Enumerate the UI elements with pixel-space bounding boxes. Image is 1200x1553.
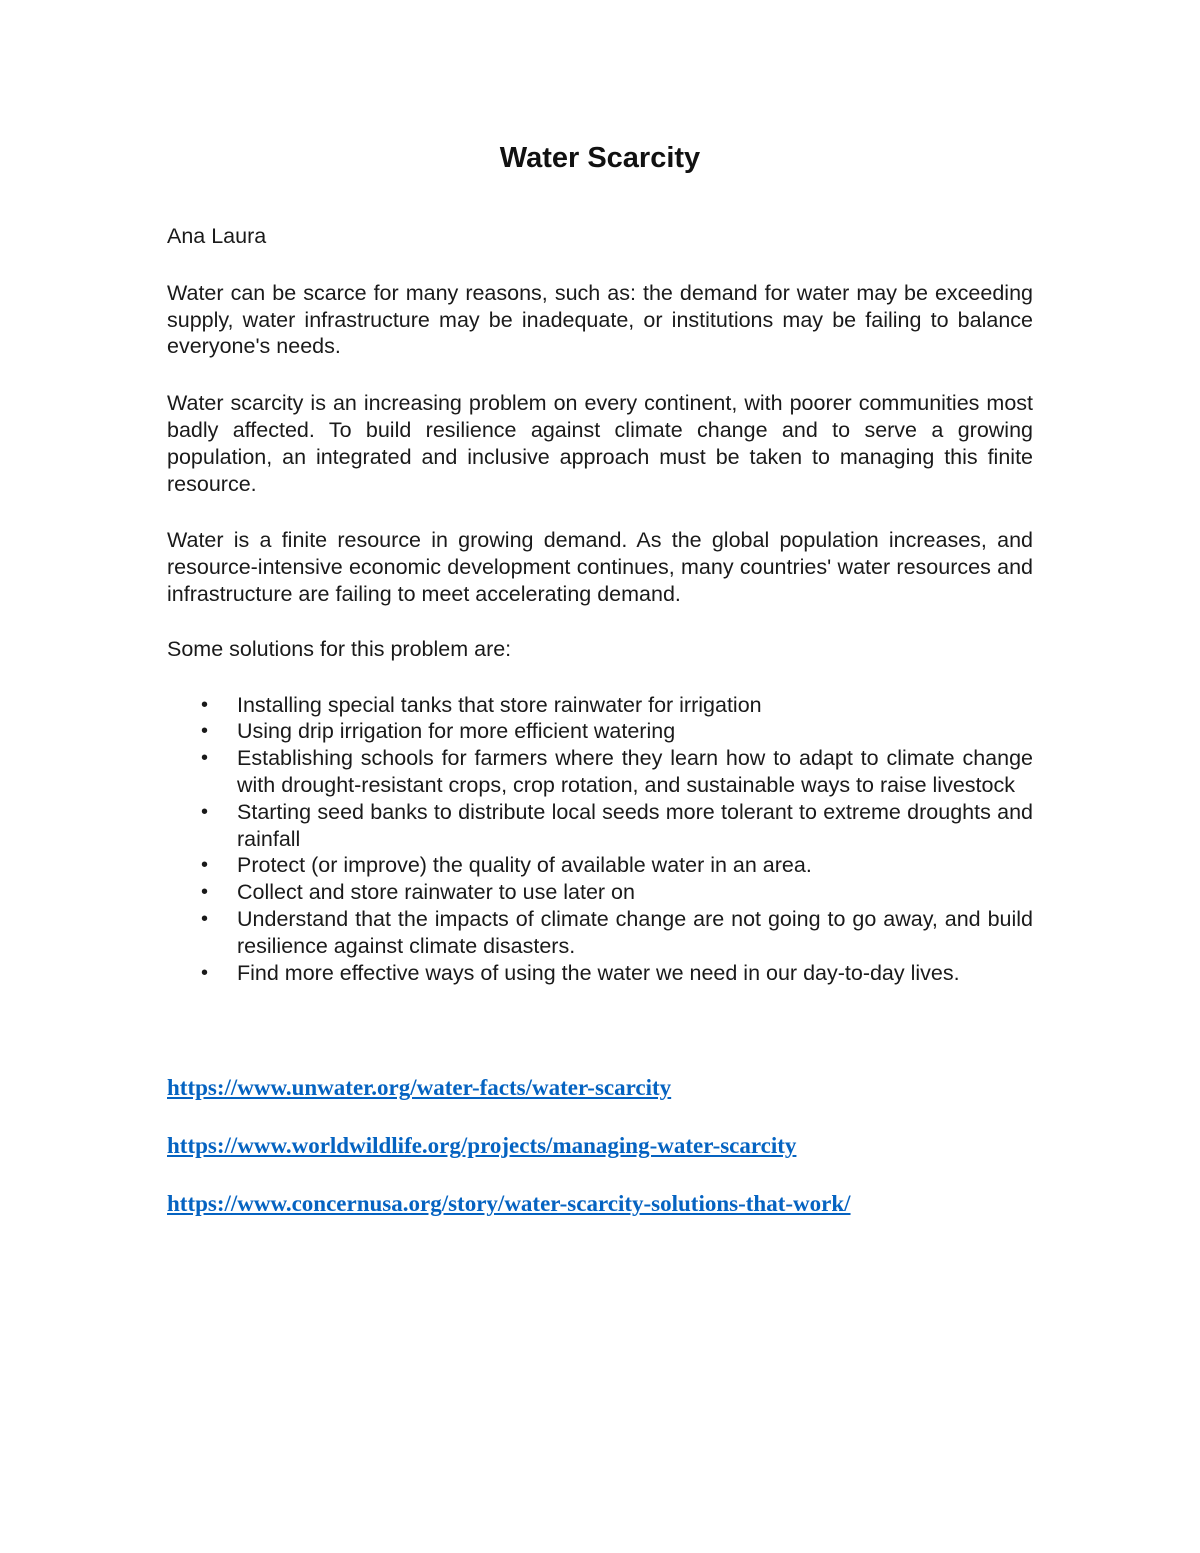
list-item — [167, 692, 1033, 719]
paragraph-1: Water can be scarce for many reasons, such as: the demand for water may be exceeding supply, water infrastructure may be inadequate, or institutions may be failing to balance everyone's needs. — [167, 280, 1033, 359]
document-content — [167, 138, 1033, 1247]
bullet-icon: • — [201, 800, 209, 823]
bullet-icon: • — [201, 961, 209, 984]
list-item-text: Understand that the impacts of climate change are not going to go away, and build resilience against climate disasters. — [237, 906, 1033, 958]
bullet-icon: • — [201, 854, 209, 877]
list-item-text: Installing special tanks that store rainwater for irrigation — [237, 692, 762, 717]
reference-link-unwater[interactable]: https://www.unwater.org/water-facts/water-scarcity — [167, 1075, 672, 1101]
list-item — [167, 960, 1033, 987]
list-item — [167, 852, 1033, 879]
bullet-icon: • — [201, 881, 209, 904]
list-item — [167, 718, 1033, 745]
reference-link-concernusa[interactable]: https://www.concernusa.org/story/water-scarcity-solutions-that-work/ — [167, 1191, 851, 1217]
author-name: Ana Laura — [167, 224, 267, 248]
list-item — [167, 906, 1033, 960]
list-item-text: Collect and store rainwater to use later on — [237, 880, 635, 905]
paragraph-3: Water is a finite resource in growing demand. As the global population increases, and resource-intensive economic development continues, many countries' water resources and infrastructure are failing to meet accelerating demand. — [167, 528, 1033, 606]
list-item-text: Using drip irrigation for more efficient watering — [237, 719, 676, 744]
solutions-list — [167, 692, 1033, 987]
list-item-text: Protect (or improve) the quality of available water in an area. — [237, 853, 812, 878]
bullet-icon: • — [201, 693, 209, 716]
bullet-icon: • — [201, 747, 209, 770]
list-item — [167, 745, 1033, 799]
document-title: Water Scarcity — [499, 142, 701, 174]
list-item — [167, 799, 1033, 853]
list-item-text: Find more effective ways of using the water we need in our day-to-day lives. — [237, 960, 960, 985]
list-item — [167, 879, 1033, 906]
bullet-icon: • — [201, 907, 209, 930]
list-item-text: Starting seed banks to distribute local seeds more tolerant to extreme droughts and rainfall — [237, 799, 1033, 851]
solutions-intro: Some solutions for this problem are: — [167, 636, 512, 661]
bullet-icon: • — [201, 720, 209, 743]
reference-link-worldwildlife[interactable]: https://www.worldwildlife.org/projects/managing-water-scarcity — [167, 1133, 797, 1159]
references — [167, 1073, 1033, 1219]
paragraph-2: Water scarcity is an increasing problem on every continent, with poorer communities most badly affected. To build resilience against climate change and to serve a growing population, an integrated and inclusive approach must be taken to managing this finite resource. — [167, 391, 1033, 496]
list-item-text: Establishing schools for farmers where they learn how to adapt to climate change with drought-resistant crops, crop rotation, and sustainable ways to raise livestock — [237, 746, 1033, 797]
